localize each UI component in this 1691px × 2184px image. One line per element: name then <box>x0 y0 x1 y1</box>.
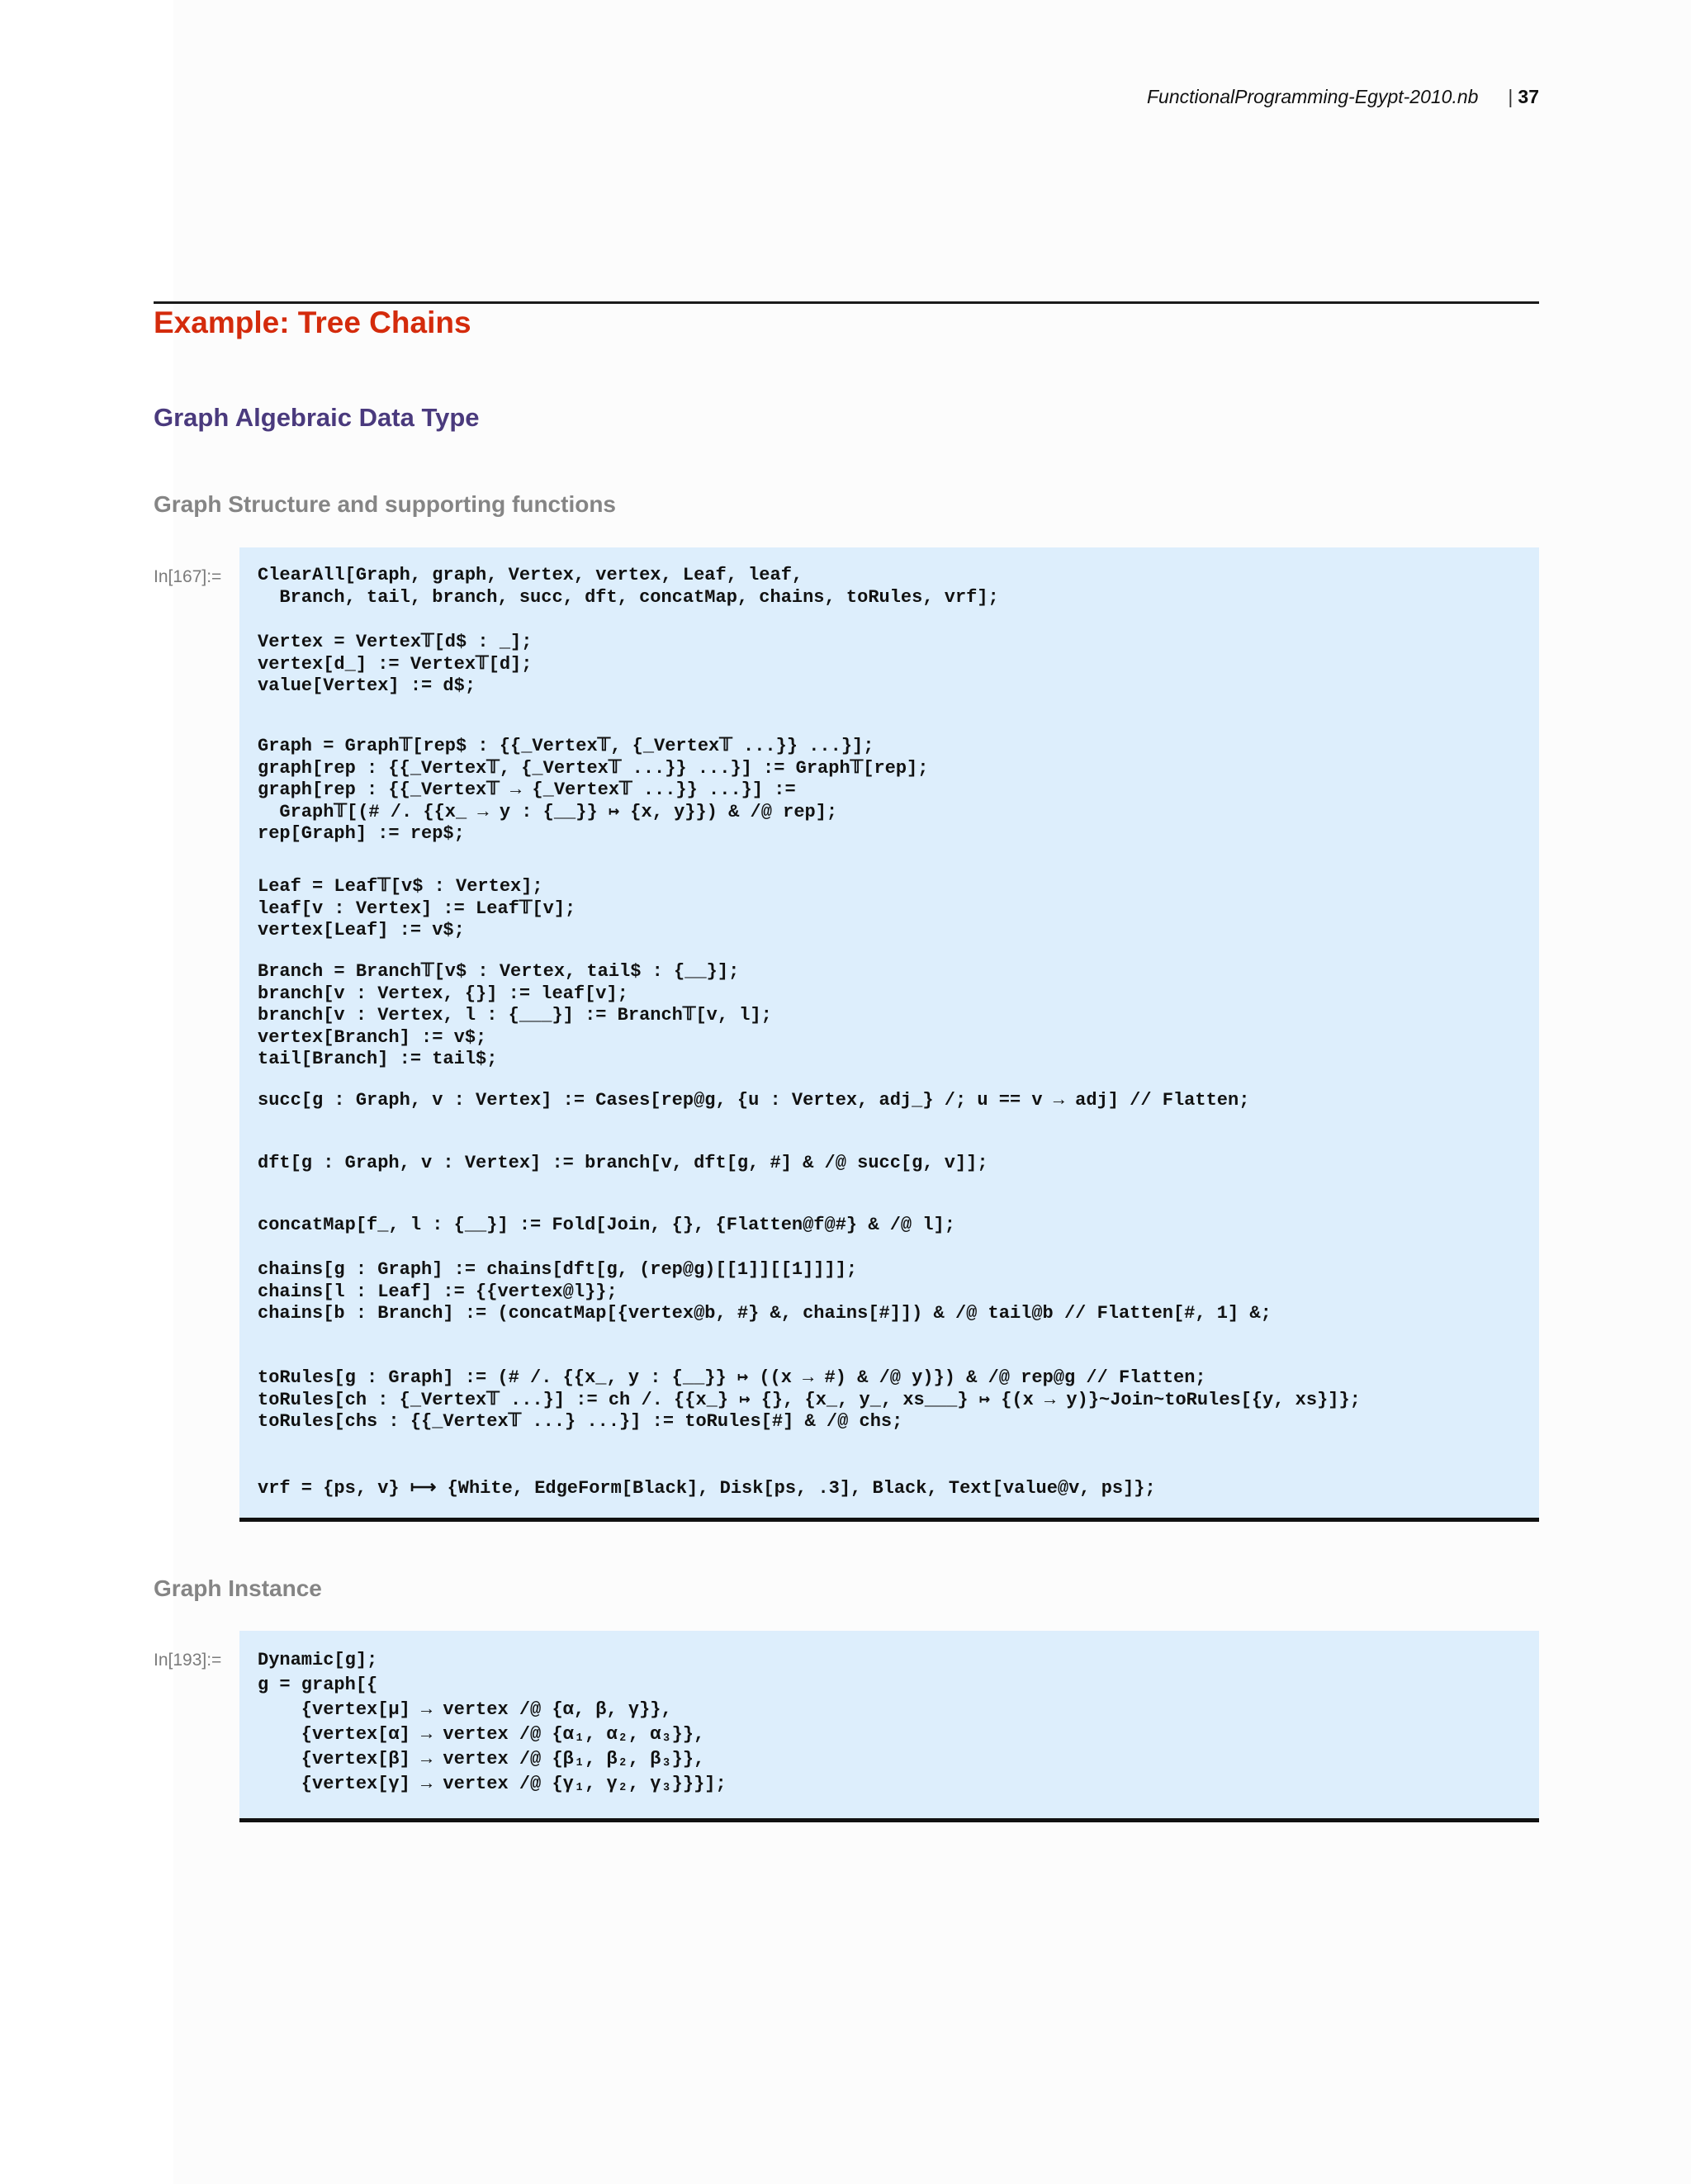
code-block[interactable]: Vertex = Vertex𝕋[d$ : _]; vertex[d_] := Vertex𝕋[d]; value[Vertex] := d$; <box>258 632 533 696</box>
input-label: In[167]:= <box>154 567 222 586</box>
header-separator: | <box>1508 86 1513 107</box>
notebook-name: FunctionalProgramming-Egypt-2010.nb <box>1146 86 1479 107</box>
code-block[interactable]: succ[g : Graph, v : Vertex] := Cases[rep@g, {u : Vertex, adj_} /; u == v → adj] // Flatten; <box>258 1090 1250 1111</box>
subsubsection-title: Graph Instance <box>154 1575 322 1601</box>
page-number: 37 <box>1518 86 1539 107</box>
code-block[interactable]: toRules[g : Graph] := (# /. {{x_, y : {__}} ↦ ((x → #) & /@ y)}) & /@ rep@g // Flatten; toRules[ch : {_Vertex𝕋 ...}] := ch /. {{x_} ↦ {}, {x_, y_, xs___} ↦ {(x → y)}~Join~toRules[{y, xs}]}; toRules[chs : {{_Vertex𝕋 ...} ...}] := toRules[#] & /@ chs; <box>258 1367 1361 1432</box>
code-block[interactable]: Graph = Graph𝕋[rep$ : {{_Vertex𝕋, {_Vertex𝕋 ...}} ...}]; graph[rep : {{_Vertex𝕋, {_Vertex𝕋 ...}} ...}] := Graph𝕋[rep]; graph[rep : {{_Vertex𝕋 → {_Vertex𝕋 ...}} ...}] := Graph𝕋[(# /. {{x_ → y : {__}} ↦ {x, y}}) & /@ rep]; rep[Graph] := rep$; <box>258 736 929 844</box>
code-block[interactable]: Dynamic[g]; g = graph[{ {vertex[μ] → vertex /@ {α, β, γ}}, {vertex[α] → vertex /@ {α₁, α₂, α₃}}, {vertex[β] → vertex /@ {β₁, β₂, β₃}}, {vertex[γ] → vertex /@ {γ₁, γ₂, γ₃}}}]; <box>258 1650 727 1794</box>
code-block[interactable]: ClearAll[Graph, graph, Vertex, vertex, Leaf, leaf, Branch, tail, branch, succ, dft, concatMap, chains, toRules, vrf]; <box>258 565 999 608</box>
code-block[interactable]: Branch = Branch𝕋[v$ : Vertex, tail$ : {__}]; branch[v : Vertex, {}] := leaf[v]; branch[v : Vertex, l : {___}] := Branch𝕋[v, l]; vertex[Branch] := v$; tail[Branch] := tail$; <box>258 961 772 1069</box>
code-block[interactable]: chains[g : Graph] := chains[dft[g, (rep@g)[[1]][[1]]]]; chains[l : Leaf] := {{vertex@l}}; chains[b : Branch] := (concatMap[{vertex@b, #} &, chains[#]]) & /@ tail@b // Flatten[#, 1] &; <box>258 1259 1272 1324</box>
code-block[interactable]: Leaf = Leaf𝕋[v$ : Vertex]; leaf[v : Vertex] := Leaf𝕋[v]; vertex[Leaf] := v$; <box>258 876 576 940</box>
section-rule <box>154 301 1539 304</box>
code-block[interactable]: vrf = {ps, v} ⟼ {White, EdgeForm[Black], Disk[ps, .3], Black, Text[value@v, ps]}; <box>258 1478 1156 1499</box>
code-block[interactable]: dft[g : Graph, v : Vertex] := branch[v, dft[g, #] & /@ succ[g, v]]; <box>258 1153 988 1173</box>
subsection-title: Graph Algebraic Data Type <box>154 403 480 432</box>
running-header <box>1147 86 1539 108</box>
input-label: In[193]:= <box>154 1651 222 1670</box>
subsubsection-title: Graph Structure and supporting functions <box>154 491 616 517</box>
code-block[interactable]: concatMap[f_, l : {__}] := Fold[Join, {}, {Flatten@f@#} & /@ l]; <box>258 1215 955 1235</box>
section-title: Example: Tree Chains <box>154 306 471 339</box>
